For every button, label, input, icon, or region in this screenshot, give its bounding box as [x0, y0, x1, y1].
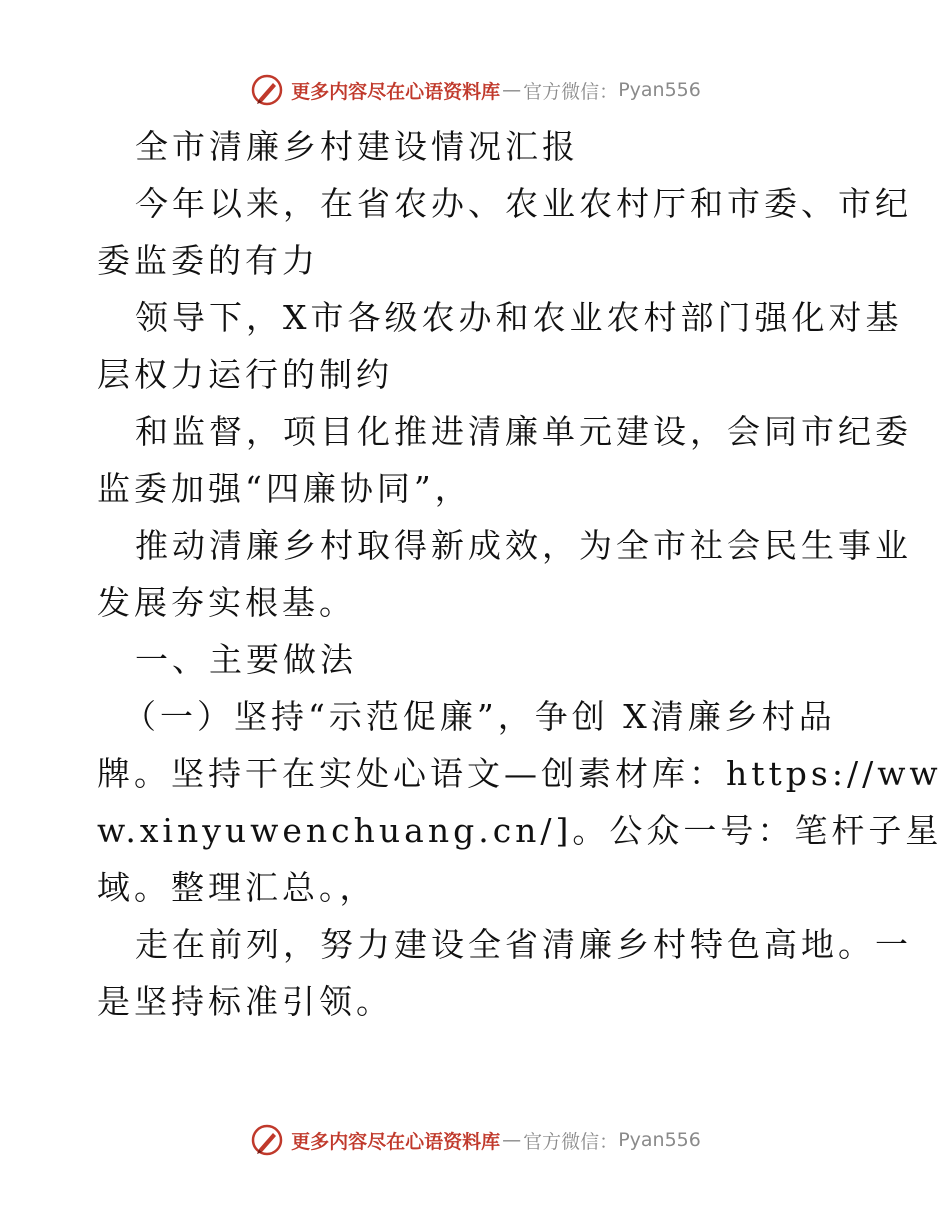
paragraph-line: 域。整理汇总。， — [97, 868, 377, 907]
paragraph-line: 推动清廉乡村取得新成效，为全市社会民生事业 — [135, 526, 912, 565]
pen-circle-logo-icon — [249, 1122, 285, 1158]
paragraph-line: 发展夯实根基。 — [97, 583, 356, 622]
paragraph-line: 和监督，项目化推进清廉单元建设，会同市纪委 — [135, 412, 912, 451]
paragraph-line: 监委加强“四廉协同”， — [97, 469, 472, 508]
document-title: 全市清廉乡村建设情况汇报 — [135, 127, 579, 166]
header-banner — [0, 70, 950, 110]
footer-banner — [0, 1120, 950, 1160]
paragraph-line: 走在前列，努力建设全省清廉乡村特色高地。一 — [135, 925, 912, 964]
banner-wechat-id: Pyan556 — [618, 1129, 701, 1151]
paragraph-line: 牌。坚持干在实处心语文—创素材库：https://ww — [97, 754, 942, 793]
paragraph-line: 层权力运行的制约 — [97, 355, 393, 394]
banner-dash: — — [502, 79, 522, 101]
banner-dash: — — [502, 1129, 522, 1151]
paragraph-line: 委监委的有力 — [97, 241, 319, 280]
banner-slogan: 更多内容尽在心语资料库 — [291, 1130, 501, 1153]
paragraph-line: 是坚持标准引领。 — [97, 982, 393, 1021]
banner-slogan: 更多内容尽在心语资料库 — [291, 80, 501, 103]
banner-official-label: 官方微信： — [523, 80, 619, 103]
subsection-heading: （一）坚持“示范促廉”，争创 X清廉乡村品 — [123, 697, 836, 736]
paragraph-line: 今年以来，在省农办、农业农村厅和市委、市纪 — [135, 184, 912, 223]
paragraph-line: w.xinyuwenchuang.cn/]。公众一号：笔杆子星 — [97, 811, 943, 850]
pen-circle-logo-icon — [249, 72, 285, 108]
banner-official-label: 官方微信： — [523, 1130, 619, 1153]
document-body — [97, 118, 943, 1030]
section-heading: 一、主要做法 — [135, 640, 357, 679]
banner-wechat-id: Pyan556 — [618, 79, 701, 101]
paragraph-line: 领导下，X市各级农办和农业农村部门强化对基 — [135, 298, 903, 337]
